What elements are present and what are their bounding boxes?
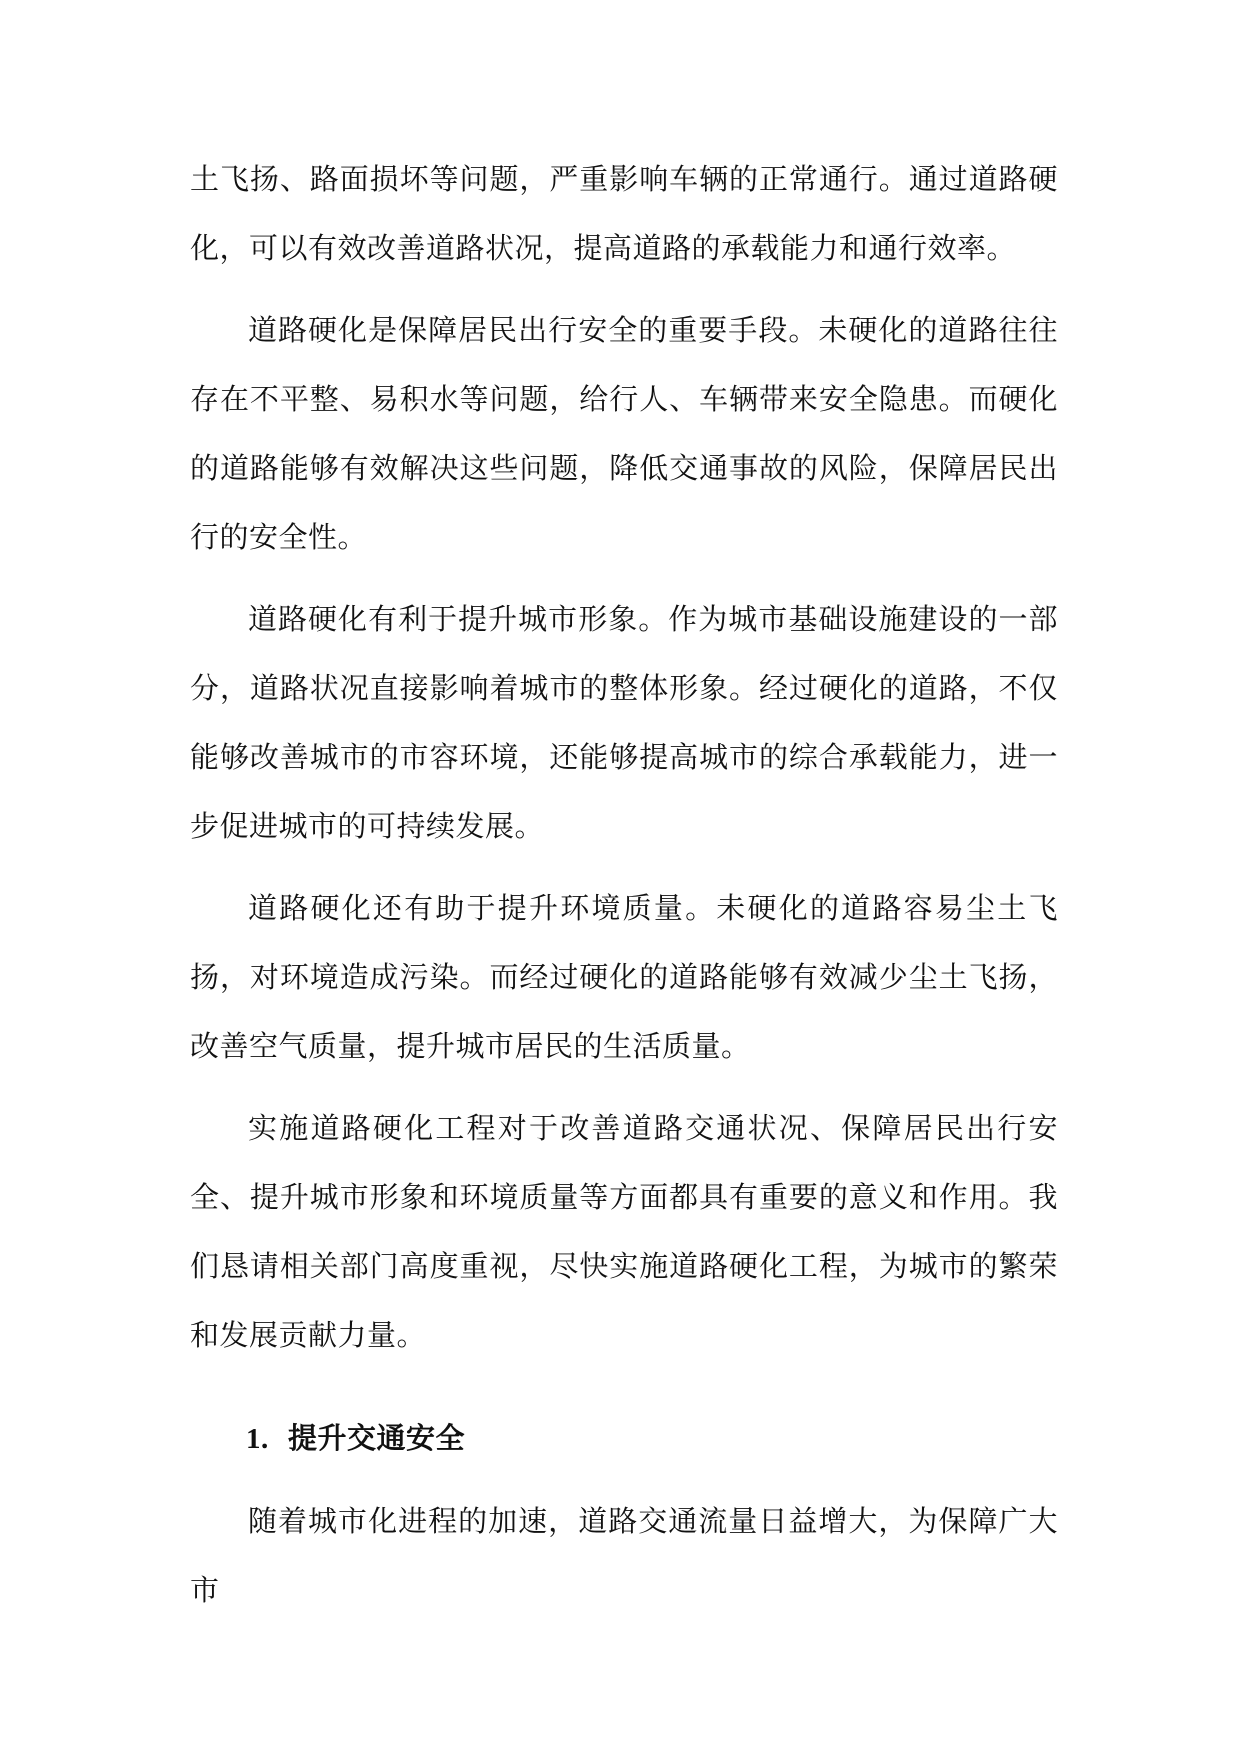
- paragraph-conclusion: 实施道路硬化工程对于改善道路交通状况、保障居民出行安全、提升城市形象和环境质量等方面都具有重要的意义和作用。我们恳请相关部门高度重视，尽快实施道路硬化工程，为城市的繁荣和发展贡献力量。: [190, 1111, 1058, 1352]
- paragraph-safety: 道路硬化是保障居民出行安全的重要手段。未硬化的道路往往存在不平整、易积水等问题，给行人、车辆带来安全隐患。而硬化的道路能够有效解决这些问题，降低交通事故的风险，保障居民出行的安全性。: [190, 313, 1058, 554]
- section-heading: [190, 1404, 1058, 1474]
- paragraph-continuation: 土飞扬、路面损坏等问题，严重影响车辆的正常通行。通过道路硬化，可以有效改善道路状况，提高道路的承载能力和通行效率。: [190, 162, 1058, 265]
- section-number: 1.: [246, 1423, 269, 1455]
- document-body: [190, 145, 1058, 1625]
- paragraph-city-image: 道路硬化有利于提升城市形象。作为城市基础设施建设的一部分，道路状况直接影响着城市的整体形象。经过硬化的道路，不仅能够改善城市的市容环境，还能够提高城市的综合承载能力，进一步促进城市的可持续发展。: [190, 602, 1058, 843]
- paragraph-environment: 道路硬化还有助于提升环境质量。未硬化的道路容易尘土飞扬，对环境造成污染。而经过硬化的道路能够有效减少尘土飞扬，改善空气质量，提升城市居民的生活质量。: [190, 891, 1058, 1063]
- section-first-paragraph: 随着城市化进程的加速，道路交通流量日益增大，为保障广大市: [190, 1504, 1058, 1607]
- section-title: 提升交通安全: [288, 1421, 466, 1455]
